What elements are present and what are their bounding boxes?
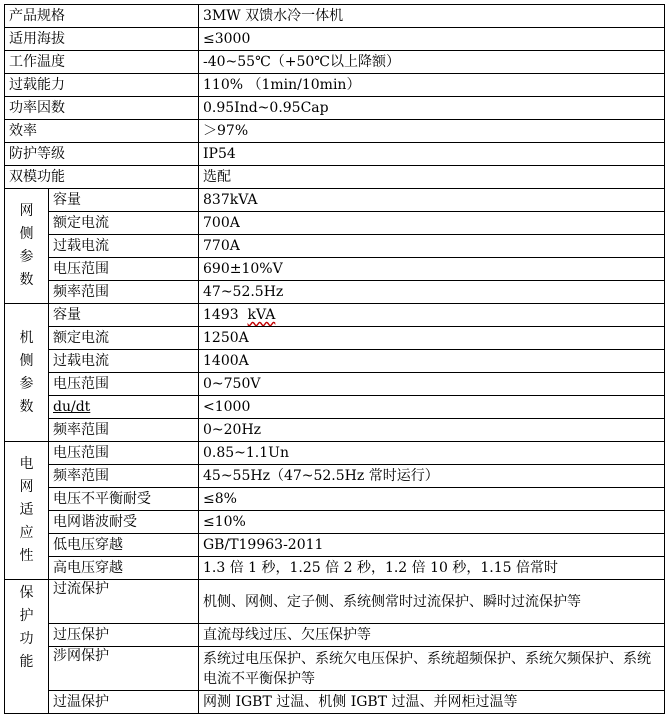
row-value: 0~750V <box>199 373 665 396</box>
row-label: 电压范围 <box>49 258 199 281</box>
group-label-protection: 保护功能 <box>5 580 49 714</box>
group-label-grid-side: 网侧参数 <box>5 189 49 304</box>
row-label: 产品规格 <box>5 5 199 28</box>
row-value: -40~55℃（+50℃以上降额） <box>199 51 665 74</box>
value-unit: kVA <box>247 307 276 323</box>
row-value: 3MW 双馈水冷一体机 <box>199 5 665 28</box>
row-label: 电压范围 <box>49 373 199 396</box>
row-value: 系统过电压保护、系统欠电压保护、系统超频保护、系统欠频保护、系统电流不平衡保护等 <box>199 647 665 691</box>
table-row <box>5 97 665 120</box>
row-value: 690±10%V <box>199 258 665 281</box>
group-label-machine-side: 机侧参数 <box>5 304 49 442</box>
row-label: 过载能力 <box>5 74 199 97</box>
row-value: 直流母线过压、欠压保护等 <box>199 624 665 647</box>
group-label-grid-adaptability: 电网适应性 <box>5 442 49 580</box>
row-value: 1400A <box>199 350 665 373</box>
row-label: 过流保护 <box>49 580 199 624</box>
row-label: 额定电流 <box>49 327 199 350</box>
row-label: 频率范围 <box>49 281 199 304</box>
row-value: GB/T19963-2011 <box>199 534 665 557</box>
table-row <box>5 373 665 396</box>
row-value: 837kVA <box>199 189 665 212</box>
row-label: 电网谐波耐受 <box>49 511 199 534</box>
row-value: ≤8% <box>199 488 665 511</box>
row-label: 过载电流 <box>49 235 199 258</box>
row-value: <1000 <box>199 396 665 419</box>
row-value: 选配 <box>199 166 665 189</box>
row-value: 0.95Ind~0.95Cap <box>199 97 665 120</box>
row-value: 1.3 倍 1 秒，1.25 倍 2 秒，1.2 倍 10 秒，1.15 倍常时 <box>199 557 665 580</box>
row-label: 低电压穿越 <box>49 534 199 557</box>
value-number: 1493 <box>203 307 239 323</box>
row-value: ≤10% <box>199 511 665 534</box>
table-row <box>5 143 665 166</box>
row-label: 效率 <box>5 120 199 143</box>
row-label: 电压不平衡耐受 <box>49 488 199 511</box>
table-row <box>5 258 665 281</box>
table-row <box>5 304 665 327</box>
table-row <box>5 166 665 189</box>
row-label: 频率范围 <box>49 419 199 442</box>
table-row <box>5 557 665 580</box>
row-value: 110% （1min/10min） <box>199 74 665 97</box>
table-row <box>5 624 665 647</box>
row-value: 45~55Hz（47~52.5Hz 常时运行） <box>199 465 665 488</box>
row-value: ＞97% <box>199 120 665 143</box>
table-row <box>5 691 665 714</box>
row-value: 1250A <box>199 327 665 350</box>
row-label: 双模功能 <box>5 166 199 189</box>
row-value: 网测 IGBT 过温、机侧 IGBT 过温、并网柜过温等 <box>199 691 665 714</box>
row-label: 容量 <box>49 304 199 327</box>
row-label: 适用海拔 <box>5 28 199 51</box>
row-value: 700A <box>199 212 665 235</box>
row-value: 47~52.5Hz <box>199 281 665 304</box>
row-value: 机侧、网侧、定子侧、系统侧常时过流保护、瞬时过流保护等 <box>199 580 665 624</box>
table-row <box>5 235 665 258</box>
table-row <box>5 5 665 28</box>
table-row <box>5 465 665 488</box>
row-label: 过压保护 <box>49 624 199 647</box>
table-row <box>5 74 665 97</box>
table-row <box>5 419 665 442</box>
table-row <box>5 327 665 350</box>
row-label: 额定电流 <box>49 212 199 235</box>
table-row <box>5 647 665 691</box>
row-label: 频率范围 <box>49 465 199 488</box>
row-value: 770A <box>199 235 665 258</box>
row-label: 工作温度 <box>5 51 199 74</box>
table-row <box>5 534 665 557</box>
table-row <box>5 511 665 534</box>
row-value <box>199 304 665 327</box>
table-row <box>5 28 665 51</box>
row-label: 过载电流 <box>49 350 199 373</box>
table-row <box>5 189 665 212</box>
row-label: 过温保护 <box>49 691 199 714</box>
table-row <box>5 350 665 373</box>
table-row <box>5 120 665 143</box>
table-row <box>5 488 665 511</box>
row-value: 0~20Hz <box>199 419 665 442</box>
row-label: 容量 <box>49 189 199 212</box>
row-value: 0.85~1.1Un <box>199 442 665 465</box>
table-row <box>5 580 665 624</box>
row-value: ≤3000 <box>199 28 665 51</box>
table-row <box>5 51 665 74</box>
row-label: 高电压穿越 <box>49 557 199 580</box>
table-row <box>5 212 665 235</box>
row-value: IP54 <box>199 143 665 166</box>
table-row <box>5 396 665 419</box>
row-label: 涉网保护 <box>49 647 199 691</box>
table-row <box>5 281 665 304</box>
table-row <box>5 442 665 465</box>
spec-table <box>4 4 665 714</box>
row-label: 电压范围 <box>49 442 199 465</box>
row-label: 防护等级 <box>5 143 199 166</box>
row-label: du/dt <box>49 396 199 419</box>
row-label: 功率因数 <box>5 97 199 120</box>
